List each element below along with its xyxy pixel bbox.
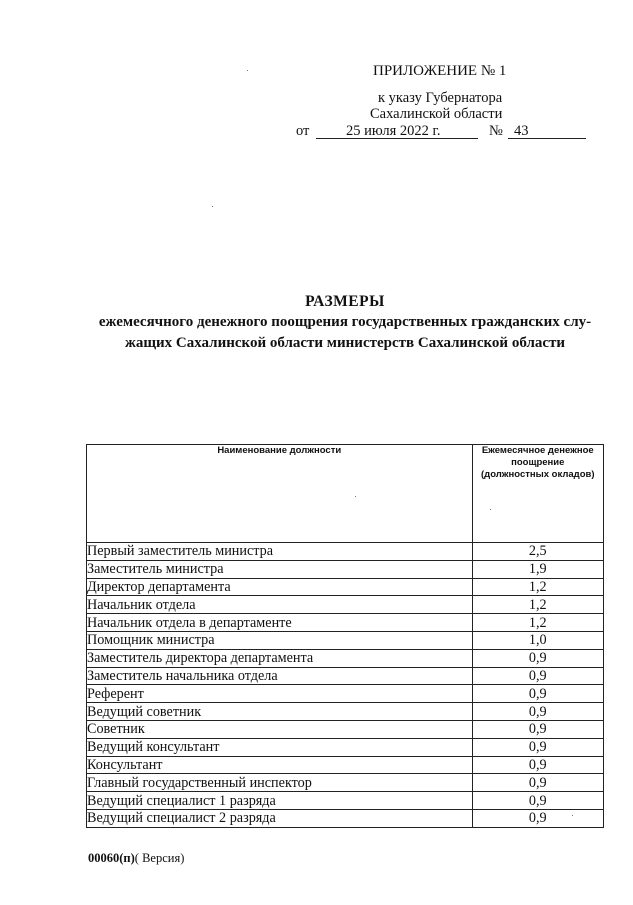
appendix-title: ПРИЛОЖЕНИЕ № 1 [373, 63, 507, 79]
table-row [87, 560, 604, 578]
position-value: 0,9 [472, 774, 603, 792]
footer-version: ( Версия) [134, 851, 185, 865]
position-value: 0,9 [472, 756, 603, 774]
position-value: 1,2 [472, 614, 603, 632]
position-name: Первый заместитель министра [87, 543, 473, 561]
position-value: 1,2 [472, 596, 603, 614]
appendix-ot-label: от [296, 123, 310, 139]
table-row [87, 685, 604, 703]
header-value-line-3: (должностных окладов) [481, 469, 595, 480]
position-name: Референт [87, 685, 473, 703]
position-name: Директор департамента [87, 578, 473, 596]
position-name: Главный государственный инспектор [87, 774, 473, 792]
position-name: Заместитель директора департамента [87, 649, 473, 667]
position-name: Начальник отдела в департаменте [87, 614, 473, 632]
position-value: 0,9 [472, 703, 603, 721]
position-name: Начальник отдела [87, 596, 473, 614]
position-value: 0,9 [472, 685, 603, 703]
scan-speck [247, 70, 248, 71]
position-value: 0,9 [472, 792, 603, 810]
position-name: Консультант [87, 756, 473, 774]
appendix-date-field [316, 122, 478, 139]
scan-speck [212, 206, 213, 207]
position-value: 1,0 [472, 631, 603, 649]
header-value-line-2: поощрение [511, 457, 565, 468]
scan-speck [572, 815, 573, 816]
header-bonus-value [472, 445, 603, 543]
scan-speck [355, 496, 356, 497]
position-value: 0,9 [472, 667, 603, 685]
scan-speck [490, 509, 491, 510]
position-name: Ведущий специалист 1 разряда [87, 792, 473, 810]
table-row [87, 774, 604, 792]
table-row [87, 703, 604, 721]
position-name: Заместитель начальника отдела [87, 667, 473, 685]
appendix-date-value: 25 июля 2022 г. [346, 123, 441, 139]
table-row [87, 738, 604, 756]
position-name: Ведущий специалист 2 разряда [87, 809, 473, 827]
table-row [87, 631, 604, 649]
table-row [87, 614, 604, 632]
table-row [87, 667, 604, 685]
position-value: 0,9 [472, 720, 603, 738]
position-value: 0,9 [472, 809, 603, 827]
table-row [87, 792, 604, 810]
position-name: Ведущий консультант [87, 738, 473, 756]
table-row [87, 543, 604, 561]
table-row [87, 578, 604, 596]
position-name: Помощник министра [87, 631, 473, 649]
footer-code: 00060(п) [88, 851, 135, 865]
header-position-name: Наименование должности [87, 445, 473, 543]
table-header-row [87, 445, 604, 543]
positions-table [86, 444, 604, 828]
position-value: 1,2 [472, 578, 603, 596]
position-name: Советник [87, 720, 473, 738]
appendix-region-line: Сахалинской области [370, 106, 503, 122]
appendix-number-sign: № [489, 123, 503, 139]
table-row [87, 809, 604, 827]
position-value: 0,9 [472, 738, 603, 756]
position-value: 1,9 [472, 560, 603, 578]
title-subtitle-line-2: жащих Сахалинской области министерств Сахалинской области [124, 335, 566, 351]
table-row [87, 756, 604, 774]
header-value-line-1: Ежемесячное денежное [481, 445, 594, 456]
position-name: Ведущий советник [87, 703, 473, 721]
appendix-number-value: 43 [514, 123, 529, 139]
title-main: РАЗМЕРЫ [305, 293, 385, 310]
position-value: 2,5 [472, 543, 603, 561]
appendix-number-field [508, 122, 586, 139]
document-footer [88, 851, 184, 866]
position-name: Заместитель министра [87, 560, 473, 578]
document-title [60, 292, 630, 354]
title-subtitle-line-1: ежемесячного денежного поощрения государственных гражданских слу- [98, 314, 592, 330]
table-row [87, 720, 604, 738]
table-row [87, 649, 604, 667]
position-value: 0,9 [472, 649, 603, 667]
table-row [87, 596, 604, 614]
appendix-decree-line: к указу Губернатора [378, 90, 503, 106]
